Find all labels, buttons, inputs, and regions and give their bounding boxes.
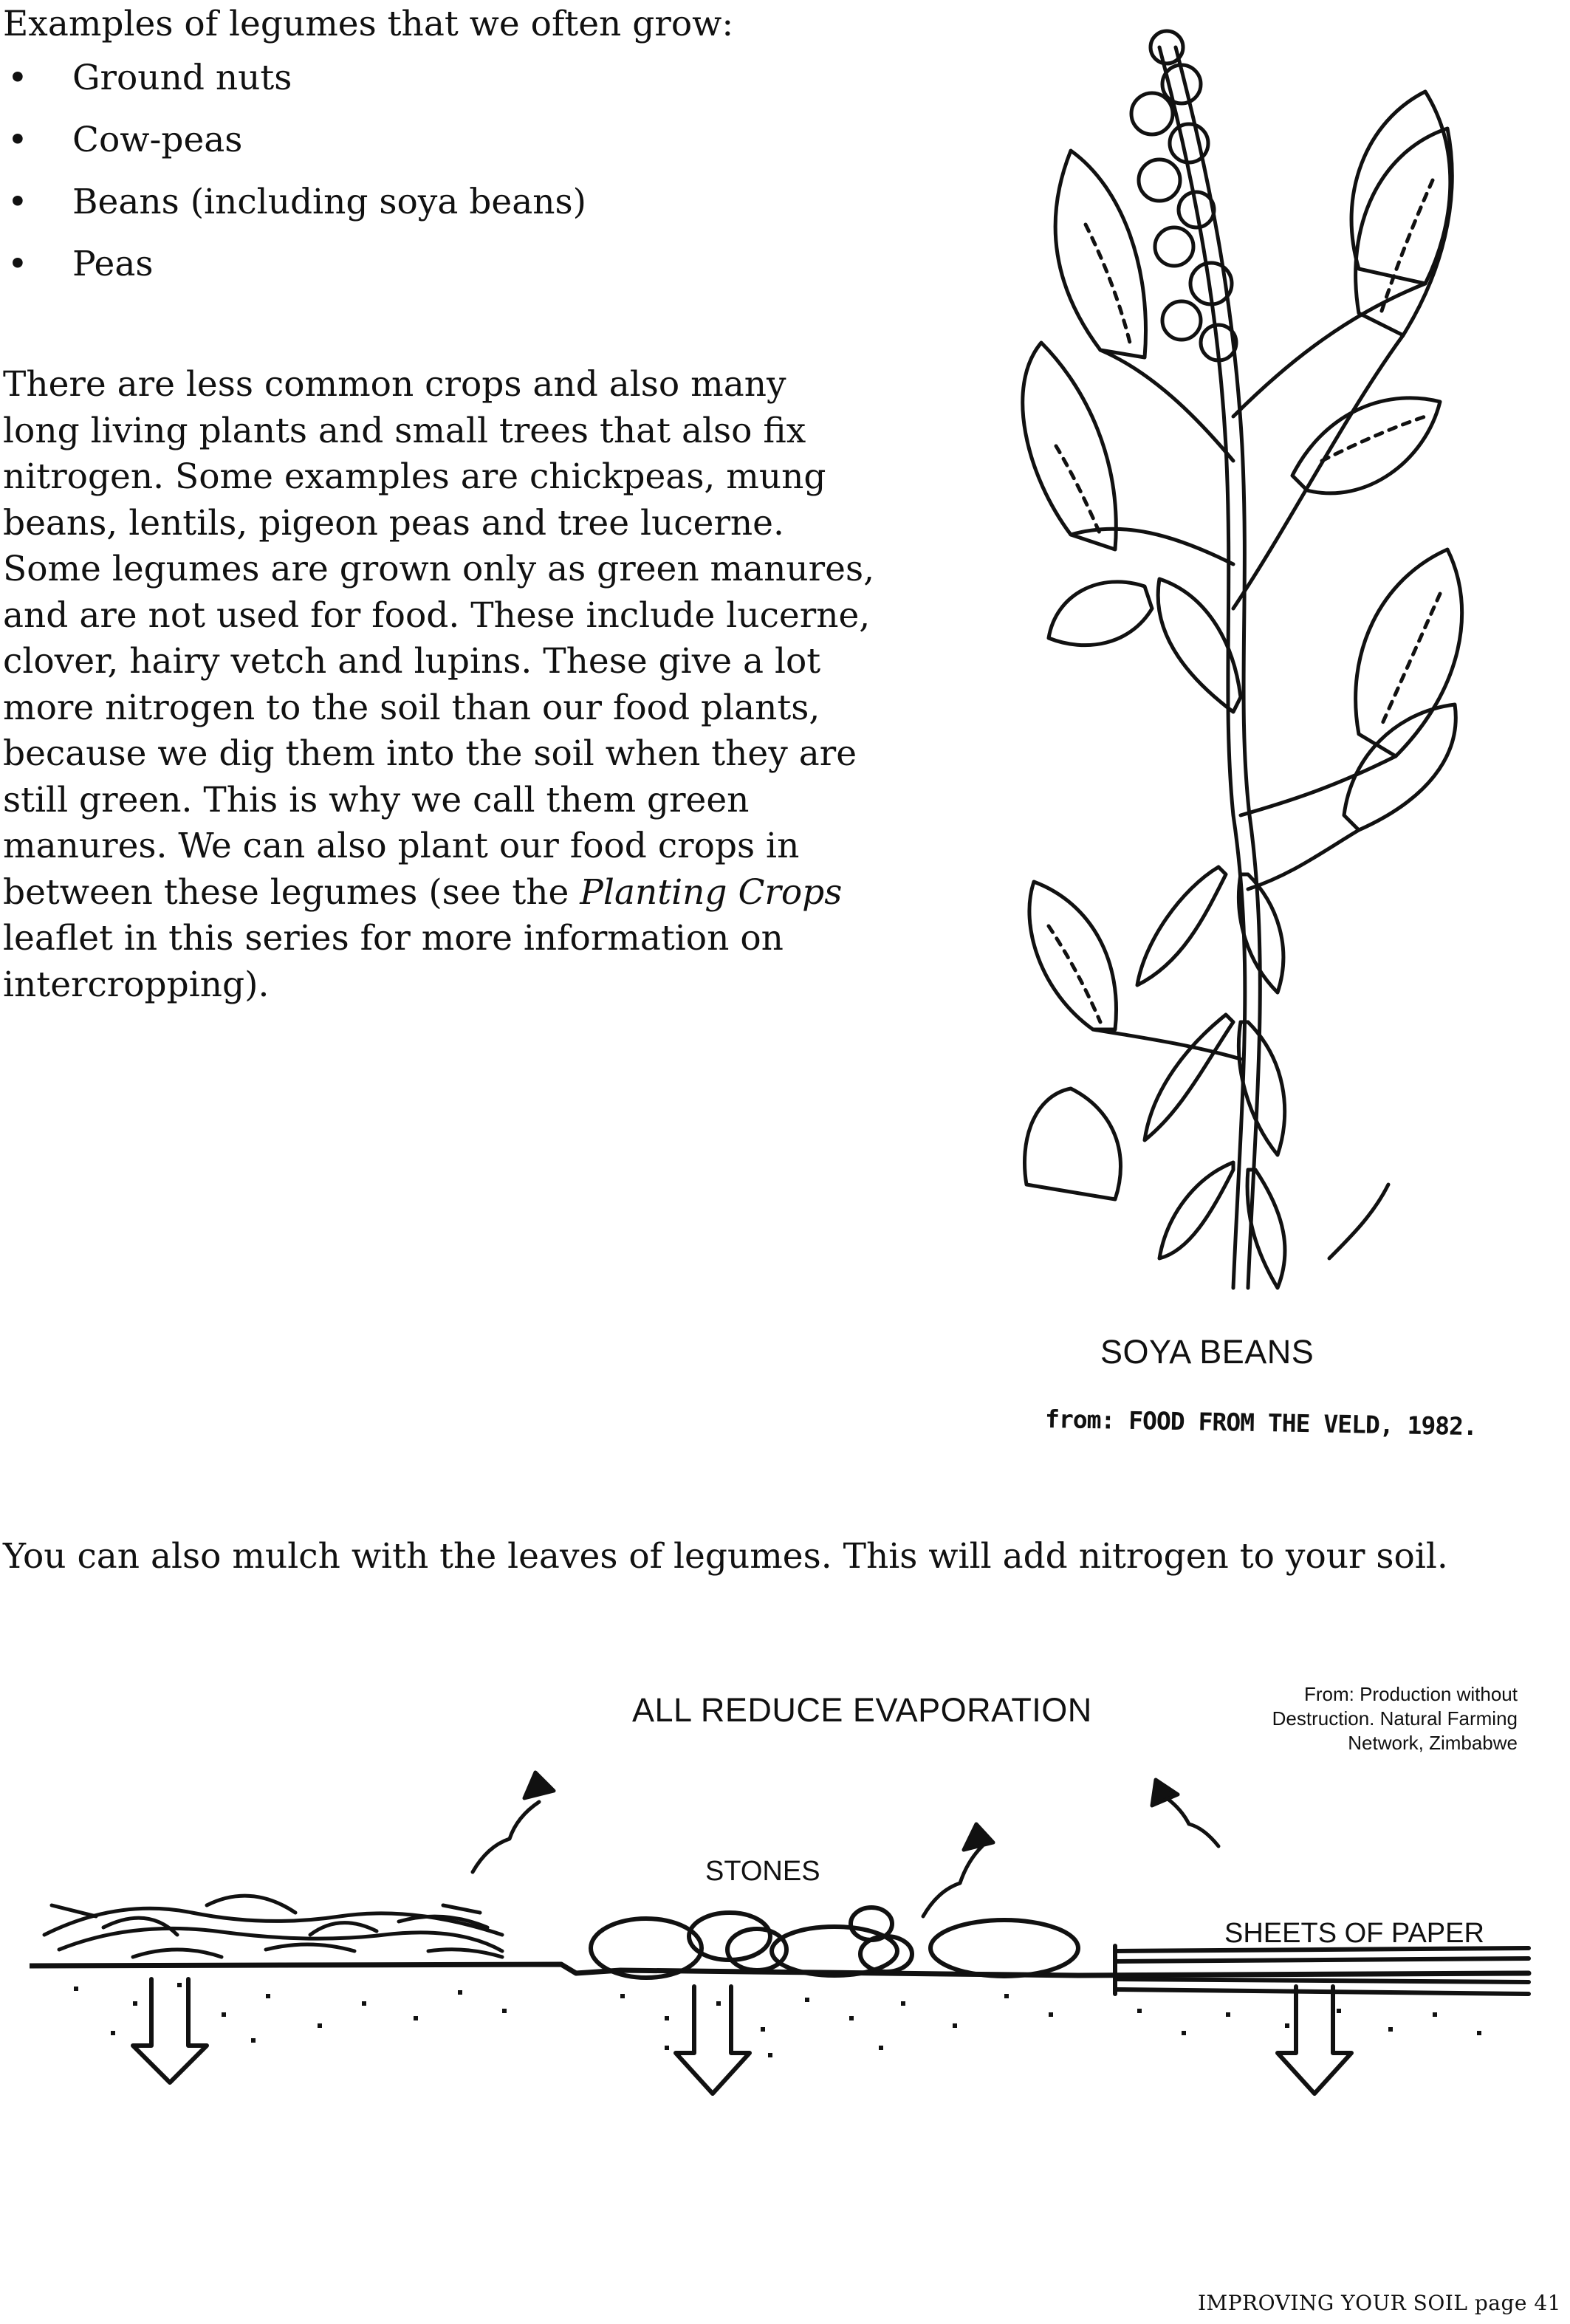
soya-bean-plant-illustration bbox=[1012, 3, 1470, 1303]
infiltration-arrows bbox=[133, 1979, 1351, 2094]
intro-text: Examples of legumes that we often grow: bbox=[3, 4, 734, 44]
list-item bbox=[3, 179, 586, 241]
paragraph-line: There are less common crops and also many bbox=[3, 364, 786, 405]
figure-caption: SOYA BEANS bbox=[1100, 1333, 1314, 1371]
handwritten-source-note: from: FOOD FROM THE VELD, 1982. bbox=[1044, 1404, 1478, 1442]
paragraph-text: between these legumes (see the bbox=[3, 871, 580, 913]
label-sheets-of-paper: SHEETS OF PAPER bbox=[1224, 1918, 1484, 1949]
paragraph-line: and are not used for food. These include lucerne, bbox=[3, 594, 871, 636]
paragraph-line: because we dig them into the soil when they are bbox=[3, 733, 857, 774]
bullet: • bbox=[7, 182, 28, 222]
credit-line: Destruction. Natural Farming bbox=[1272, 1707, 1518, 1730]
paper-sheets bbox=[1115, 1946, 1529, 1994]
evaporation-diagram bbox=[30, 1758, 1536, 2142]
list-item bbox=[3, 55, 586, 117]
paragraph-line: Some legumes are grown only as green manures, bbox=[3, 549, 875, 589]
paragraph-line: clover, hairy vetch and lupins. These give a lot bbox=[3, 641, 821, 682]
mulch-sentence: You can also mulch with the leaves of legumes. This will add nitrogen to your soil. bbox=[3, 1536, 1448, 1577]
list-item-label: Cow-peas bbox=[72, 120, 243, 160]
list-item bbox=[3, 241, 586, 303]
bullet: • bbox=[7, 120, 28, 160]
paragraph-line: manures. We can also plant our food crops in bbox=[3, 826, 800, 866]
credit-line: Network, Zimbabwe bbox=[1348, 1732, 1518, 1754]
paragraph-line: long living plants and small trees that also fix bbox=[3, 410, 806, 451]
paragraph-line: more nitrogen to the soil than our food plants, bbox=[3, 687, 820, 728]
paragraph-line: beans, lentils, pigeon peas and tree lucerne. bbox=[3, 502, 784, 544]
legume-list bbox=[3, 55, 586, 303]
list-item bbox=[3, 117, 586, 179]
paragraph-line bbox=[3, 870, 843, 916]
list-item-label: Beans (including soya beans) bbox=[72, 182, 586, 222]
page-footer: IMPROVING YOUR SOIL page 41 bbox=[1197, 2291, 1561, 2315]
bullet: • bbox=[7, 58, 28, 98]
paragraph-line: intercropping). bbox=[3, 964, 270, 1005]
paragraph-line: still green. This is why we call them green bbox=[3, 779, 750, 820]
label-stones: STONES bbox=[705, 1856, 820, 1887]
figure-title: ALL REDUCE EVAPORATION bbox=[632, 1691, 1092, 1729]
body-paragraph bbox=[3, 362, 875, 1008]
list-item-label: Peas bbox=[72, 244, 154, 284]
stones bbox=[591, 1907, 1078, 1978]
bullet: • bbox=[7, 244, 28, 284]
leaflet-title: Planting Crops bbox=[580, 871, 843, 913]
leaf-mulch bbox=[44, 1896, 502, 1957]
credit-line: From: Production without bbox=[1303, 1683, 1518, 1705]
paragraph-line: nitrogen. Some examples are chickpeas, mung bbox=[3, 456, 826, 497]
evaporation-arrows bbox=[473, 1772, 1218, 1916]
figure-credit bbox=[1207, 1682, 1518, 1755]
paragraph-line: leaflet in this series for more information on bbox=[3, 918, 784, 959]
soil-speckles bbox=[74, 1983, 1481, 2057]
list-item-label: Ground nuts bbox=[72, 58, 292, 98]
